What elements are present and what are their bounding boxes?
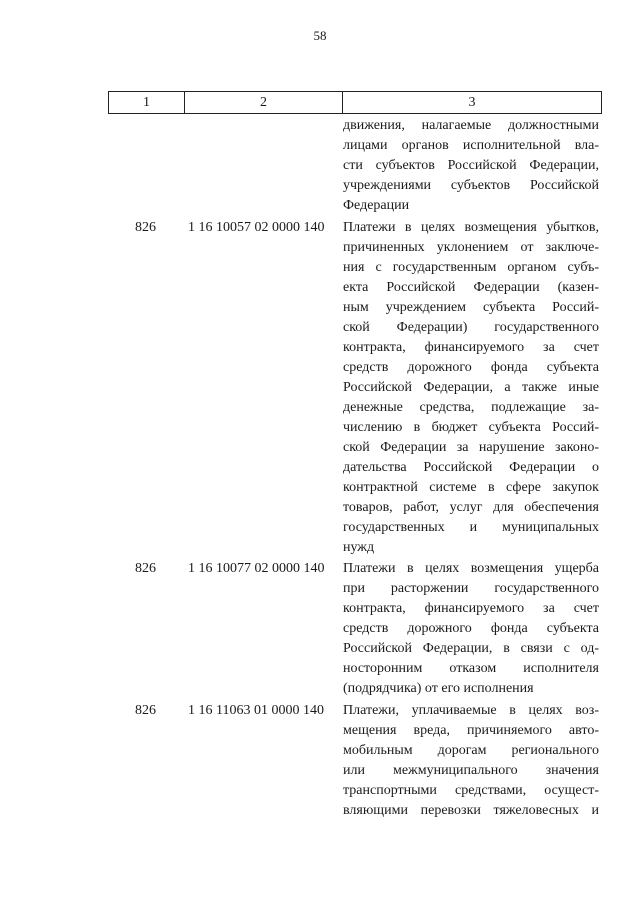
header-col-2: 2 <box>185 92 343 113</box>
desc-line: Платежи в целях возмещения ущерба <box>343 561 599 576</box>
row-description <box>343 559 599 699</box>
admin-code: 826 <box>135 703 156 718</box>
desc-line: числению в бюджет субъекта Россий- <box>343 420 599 435</box>
desc-line: при расторжении государственного <box>343 581 599 596</box>
desc-line: мещения вреда, причиняемого авто- <box>343 723 599 738</box>
desc-line: контракта, финансируемого за счет <box>343 601 599 616</box>
desc-line: носторонним отказом исполнителя <box>343 661 599 676</box>
admin-code: 826 <box>135 220 156 235</box>
table-header <box>108 91 602 114</box>
header-col-3: 3 <box>468 95 476 110</box>
desc-line: ской Федерации за нарушение законо- <box>343 440 599 455</box>
budget-code: 1 16 10077 02 0000 140 <box>188 561 325 576</box>
budget-code: 1 16 10057 02 0000 140 <box>188 220 325 235</box>
desc-line: средств дорожного фонда субъекта <box>343 360 599 375</box>
desc-line: государственных и муниципальных <box>343 520 599 535</box>
header-col-1: 1 <box>109 92 185 113</box>
desc-line: Российской Федерации, в связи с од- <box>343 641 599 656</box>
desc-line: денежные средства, подлежащие за- <box>343 400 599 415</box>
budget-code: 1 16 11063 01 0000 140 <box>188 703 324 718</box>
desc-line: Платежи, уплачиваемые в целях воз- <box>343 703 599 718</box>
desc-line: нужд <box>343 540 375 555</box>
desc-line: лицами органов исполнительной вла- <box>343 138 599 153</box>
desc-line: контрактной системе в сфере закупок <box>343 480 599 495</box>
page-number: 58 <box>313 28 327 43</box>
desc-line: Платежи в целях возмещения убытков, <box>343 220 599 235</box>
desc-line: дательства Российской Федерации о <box>343 460 599 475</box>
desc-line: Федерации <box>343 198 410 213</box>
desc-line: (подрядчика) от его исполнения <box>343 681 534 696</box>
desc-line: движения, налагаемые должностными <box>343 118 599 133</box>
desc-line: ской Федерации) государственного <box>343 320 599 335</box>
admin-code: 826 <box>135 561 156 576</box>
row-description <box>343 701 599 821</box>
desc-line: транспортными средствами, осущест- <box>343 783 599 798</box>
desc-line: товаров, работ, услуг для обеспечения <box>343 500 599 515</box>
desc-line: учреждениями субъектов Российской <box>343 178 599 193</box>
desc-line: ным учреждением субъекта Россий- <box>343 300 599 315</box>
row-description <box>343 218 599 558</box>
desc-line: мобильным дорогам регионального <box>343 743 599 758</box>
desc-line: ния с государственным органом субъ- <box>343 260 599 275</box>
desc-line: средств дорожного фонда субъекта <box>343 621 599 636</box>
desc-line: причиненных уклонением от заключе- <box>343 240 599 255</box>
desc-line: контракта, финансируемого за счет <box>343 340 599 355</box>
continuation-text <box>343 116 599 216</box>
desc-line: екта Российской Федерации (казен- <box>343 280 599 295</box>
desc-line: сти субъектов Российской Федерации, <box>343 158 599 173</box>
desc-line: вляющими перевозки тяжеловесных и <box>343 803 599 818</box>
desc-line: Российской Федерации, а также иные <box>343 380 599 395</box>
desc-line: или межмуниципального значения <box>343 763 599 778</box>
